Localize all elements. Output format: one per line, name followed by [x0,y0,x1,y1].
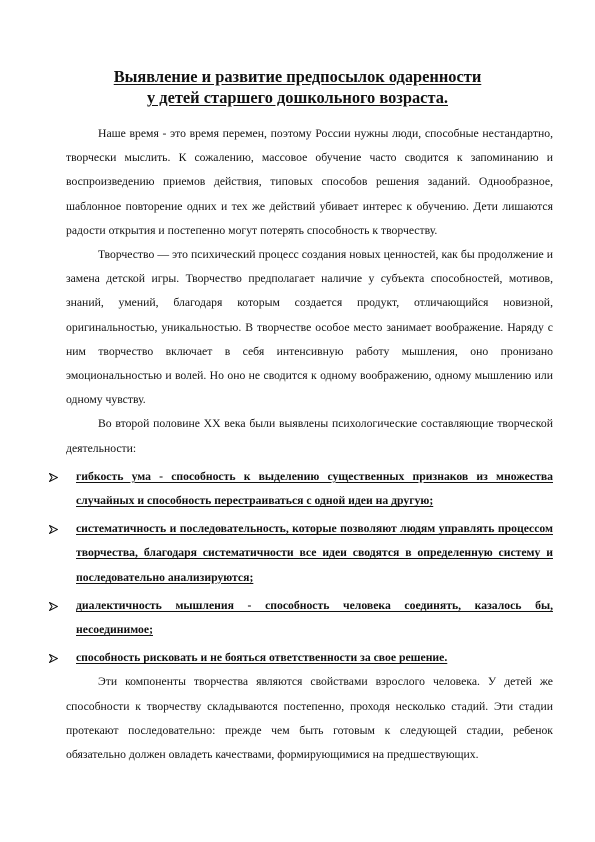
list-item-text: диалектичность мышления - способность человека соединять, казалось бы, несоединимое; [76,598,553,637]
title-line-2: у детей старшего дошкольного возраста. [146,88,449,107]
components-list [66,465,553,671]
arrowhead-bullet-icon [49,465,61,489]
paragraph-1-text: Наше время - это время перемен, поэтому России нужны люди, способные нестандартно, творчески мыслить. К сожалению, массовое обучение часто сводится к запоминанию и воспроизведению приемов действия, типовых способов решения заданий. Однообразное, шаблонное повторение одних и тех же действий убивает интерес к обучению. Дети лишаются радости открытия и постепенно могут потерять способность к творчеству. [66,127,553,237]
list-item [66,517,553,590]
list-item [66,594,553,642]
arrowhead-bullet-icon [49,517,61,541]
paragraph-2 [66,243,553,412]
paragraph-3 [66,412,553,460]
list-item-text: систематичность и последовательность, которые позволяют людям управлять процессом творчества, благодаря систематичности все идеи сводятся в определенную систему и последовательно анализируются; [76,522,553,584]
paragraph-4 [66,670,553,767]
list-item-text: способность рисковать и не бояться ответственности за свое решение. [76,651,448,665]
arrowhead-bullet-icon [49,646,61,670]
document-title [60,66,535,108]
arrowhead-bullet-icon [49,594,61,618]
paragraph-1 [66,122,553,243]
paragraph-2-text: Творчество — это психический процесс создания новых ценностей, как бы продолжение и замена детской игры. Творчество предполагает наличие у субъекта способностей, мотивов, знаний, умений, благодаря которым создается продукт, отличающийся новизной, оригинальностью, уникальностью. В творчестве особое место занимает воображение. Наряду с ним творчество включает в себя интенсивную работу мышления, оно пронизано эмоциональностью и волей. Но оно не сводится к одному воображению, одному мышлению или одному чувству. [66,248,553,407]
title-line-1: Выявление и развитие предпосылок одаренности [113,67,482,86]
paragraph-4-text: Эти компоненты творчества являются свойствами взрослого человека. У детей же способности к творчеству складываются постепенно, проходя несколько стадий. Эти стадии протекают последовательно: прежде чем быть готовым к следующей стадии, ребенок обязательно должен овладеть качествами, формирующимися на предшествующих. [66,675,553,762]
document-body [66,122,553,767]
list-item-text: гибкость ума - способность к выделению существенных признаков из множества случайных и способность перестраиваться с одной идеи на другую; [76,469,553,508]
list-item [66,646,553,670]
list-item [66,465,553,513]
paragraph-3-text: Во второй половине XX века были выявлены психологические составляющие творческой деятельности: [66,417,553,455]
